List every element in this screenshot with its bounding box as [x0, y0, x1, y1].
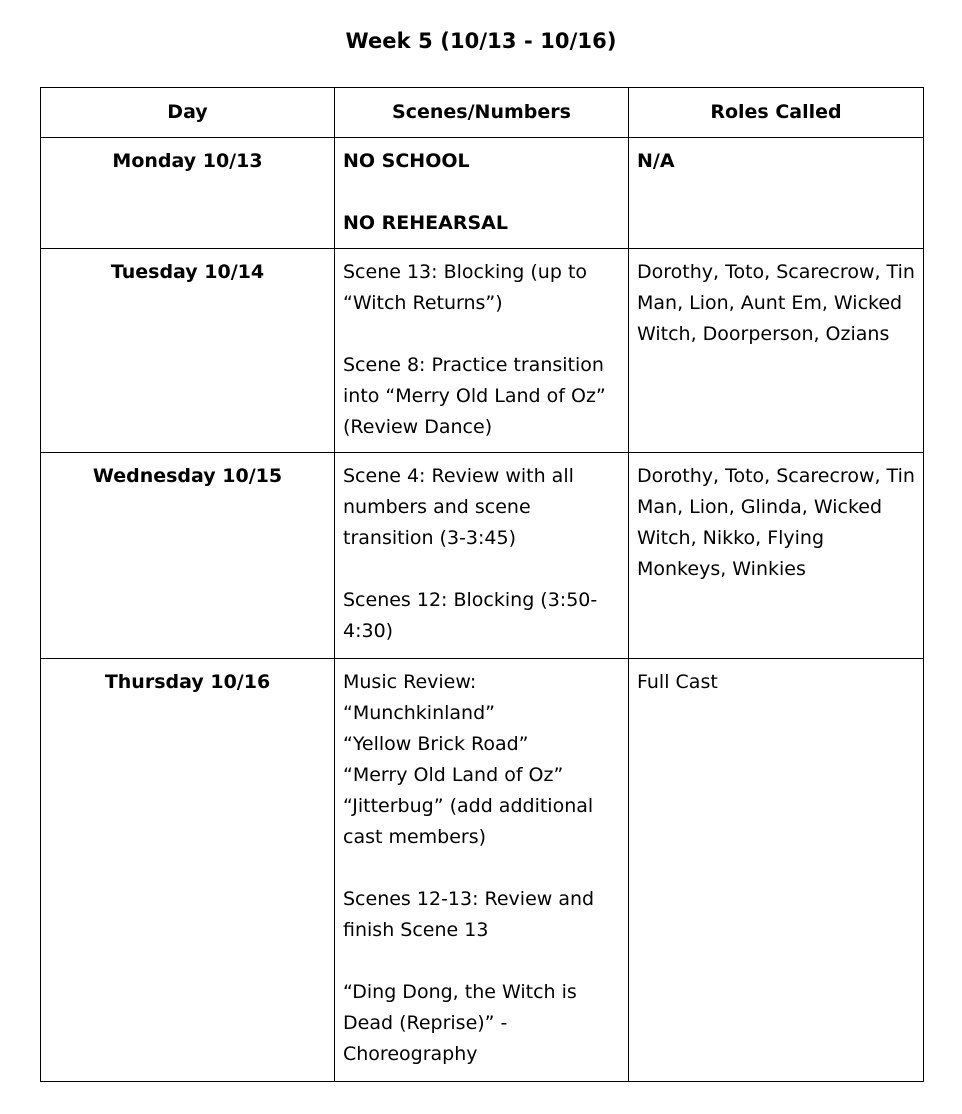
scene-item: Scenes 12: Blocking (3:50-4:30): [343, 589, 598, 642]
header-roles-called: Roles Called: [629, 88, 924, 138]
music-review-item: “Merry Old Land of Oz”: [343, 764, 564, 786]
scenes-cell: [335, 249, 629, 453]
page-title: Week 5 (10/13 - 10/16): [345, 29, 617, 53]
header-scenes-numbers: Scenes/Numbers: [335, 88, 629, 138]
scenes-cell: [335, 138, 629, 249]
table-row-monday: [41, 138, 924, 249]
scene-item: Scene 8: Practice transition into “Merry Old Land of Oz” (Review Dance): [343, 354, 606, 438]
rehearsal-schedule-table: [40, 87, 924, 1082]
roles-cell: Dorothy, Toto, Scarecrow, Tin Man, Lion, Aunt Em, Wicked Witch, Doorperson, Ozians: [629, 249, 924, 453]
music-review-item: “Jitterbug” (add additional cast members): [343, 795, 594, 848]
table-row-thursday: [41, 659, 924, 1082]
roles-cell: Dorothy, Toto, Scarecrow, Tin Man, Lion, Glinda, Wicked Witch, Nikko, Flying Monkeys, Winkies: [629, 453, 924, 659]
scene-item: Scene 4: Review with all numbers and scene transition (3-3:45): [343, 465, 574, 549]
scenes-cell: [335, 659, 629, 1082]
day-cell: Thursday 10/16: [41, 659, 335, 1082]
music-review-heading: Music Review:: [343, 671, 477, 693]
day-cell: Monday 10/13: [41, 138, 335, 249]
table-row-wednesday: [41, 453, 924, 659]
roles-cell: Full Cast: [629, 659, 924, 1082]
table-row-tuesday: [41, 249, 924, 453]
table-header-row: [41, 88, 924, 138]
scenes-cell: [335, 453, 629, 659]
music-review-item: “Munchkinland”: [343, 702, 495, 724]
music-review-item: “Yellow Brick Road”: [343, 733, 529, 755]
scene-item: “Ding Dong, the Witch is Dead (Reprise)” - Choreography: [343, 981, 577, 1065]
scene-item: NO SCHOOL: [343, 150, 470, 172]
day-cell: Tuesday 10/14: [41, 249, 335, 453]
roles-cell: N/A: [629, 138, 924, 249]
scene-item: Scenes 12-13: Review and finish Scene 13: [343, 888, 595, 941]
scene-item: NO REHEARSAL: [343, 212, 508, 234]
header-day: Day: [41, 88, 335, 138]
scene-item: Scene 13: Blocking (up to “Witch Returns”): [343, 261, 588, 314]
day-cell: Wednesday 10/15: [41, 453, 335, 659]
